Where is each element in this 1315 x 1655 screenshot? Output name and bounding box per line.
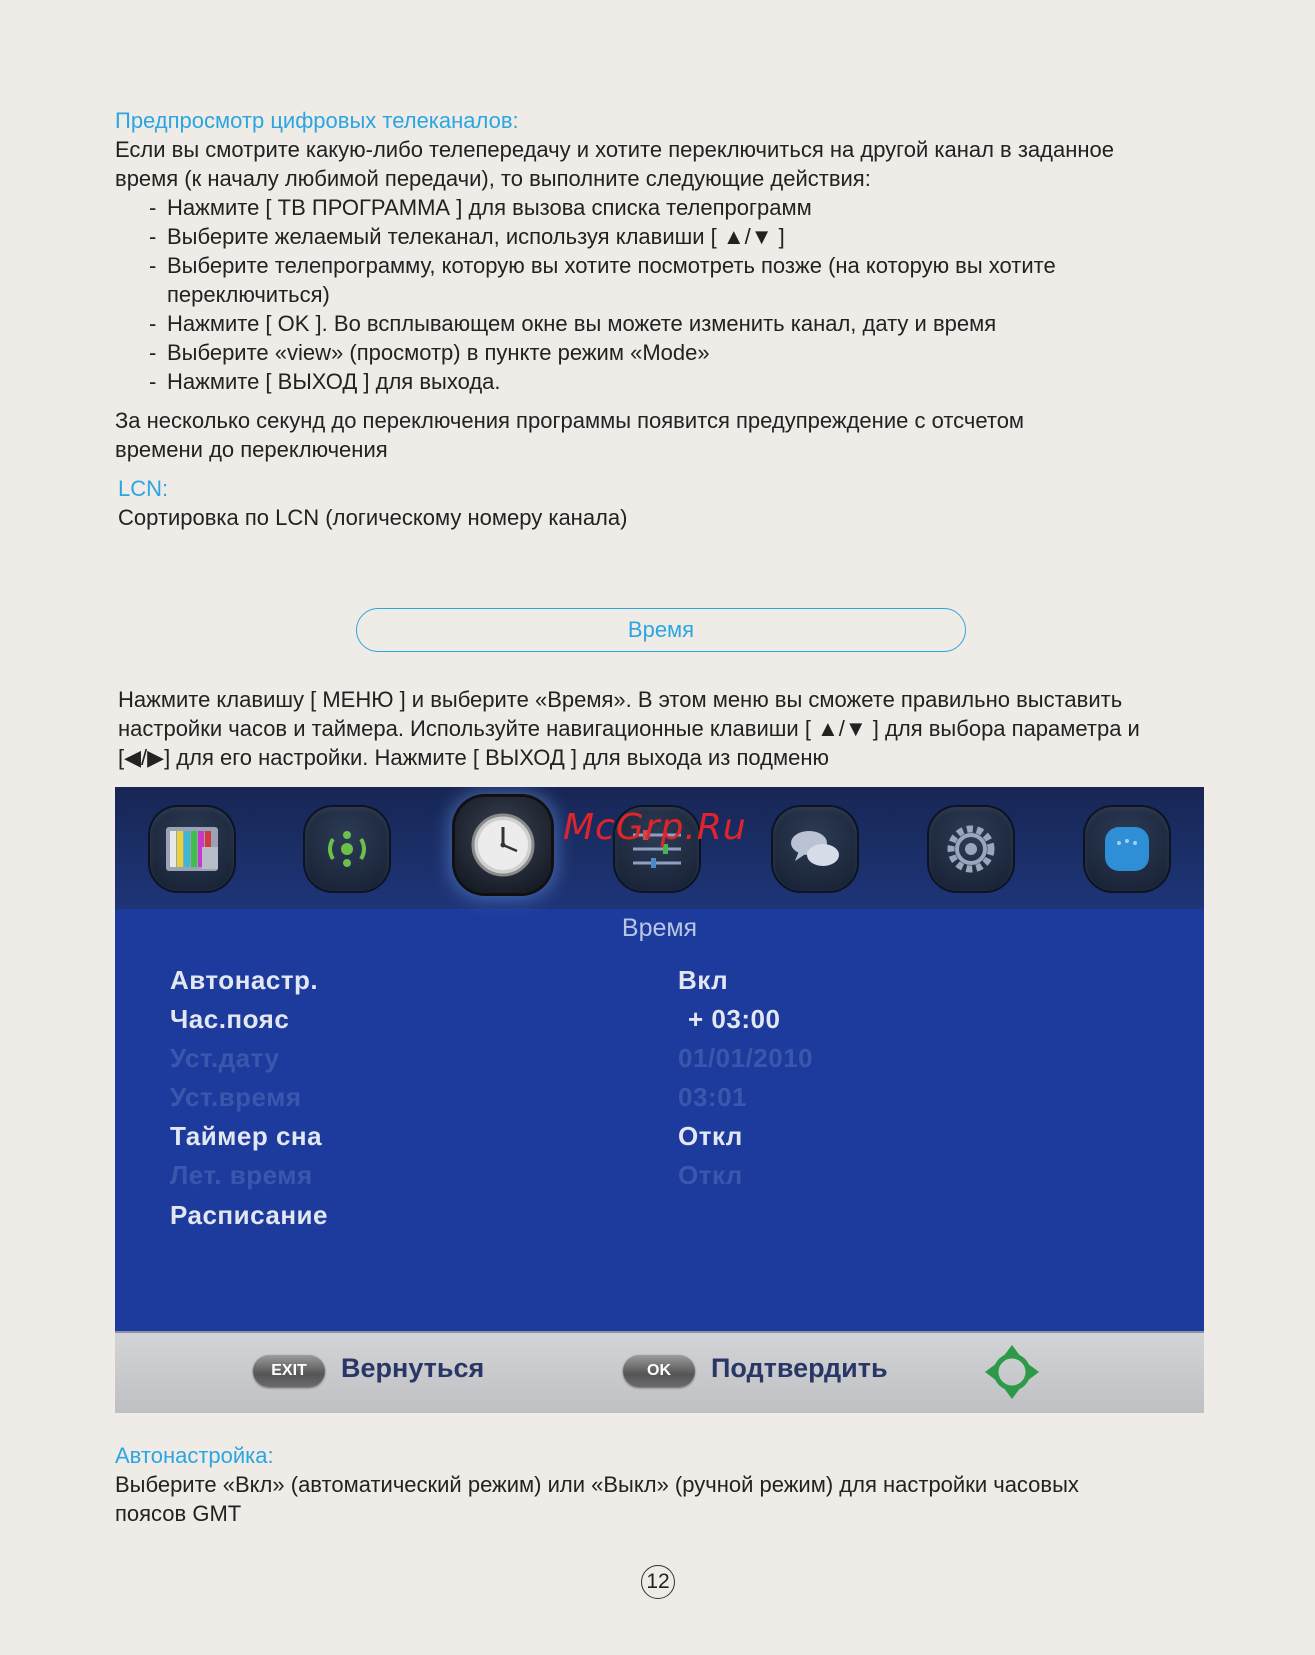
menu-row-value-auto[interactable]: Вкл: [678, 965, 729, 995]
menu-row-value-sleep-timer[interactable]: Откл: [678, 1121, 743, 1151]
menu-row-label-date: Уст.дату: [170, 1043, 280, 1073]
time-desc-line-3: [◀/▶] для его настройки. Нажмите [ ВЫХОД ] для выхода из подменю: [118, 745, 829, 770]
list-item-continuation: переключиться): [167, 282, 330, 307]
list-item: - Выберите желаемый телеканал, используя клавиши [ ▲/▼ ]: [149, 224, 785, 249]
menu-row-value-dst: Откл: [678, 1160, 743, 1190]
time-desc-line-2: настройки часов и таймера. Используйте навигационные клавиши [ ▲/▼ ] для выбора параметра и: [118, 716, 1140, 741]
list-item: - Выберите телепрограмму, которую вы хотите посмотреть позже (на которую вы хотите: [149, 253, 1056, 278]
preview-intro-line-1: Если вы смотрите какую-либо телепередачу и хотите переключиться на другой канал в заданное: [115, 137, 1115, 162]
menu-row-label-timezone[interactable]: Час.пояс: [170, 1004, 290, 1034]
navigation-arrows-icon: [981, 1341, 1043, 1403]
section-heading-lcn: LCN:: [118, 476, 169, 501]
tv-menu-screenshot: [115, 787, 1204, 1413]
section-heading-preview: Предпросмотр цифровых телеканалов:: [115, 108, 519, 133]
lcn-text: Сортировка по LCN (логическому номеру канала): [118, 505, 628, 530]
exit-key-label: Вернуться: [341, 1353, 485, 1383]
warning-line-1: За несколько секунд до переключения программы появится предупреждение с отсчетом: [115, 408, 1025, 433]
chat-bubbles-icon: [773, 807, 857, 891]
menu-row-value-date: 01/01/2010: [678, 1043, 814, 1073]
page-number: 12: [641, 1565, 675, 1599]
preview-steps-list: [115, 193, 1215, 396]
list-item: - Нажмите [ OK ]. Во всплывающем окне вы можете изменить канал, дату и время: [149, 311, 997, 336]
menu-row-value-time: 03:01: [678, 1082, 747, 1112]
menu-icon-bar: [115, 787, 1204, 909]
ok-key[interactable]: OK: [623, 1355, 695, 1387]
menu-row-label-dst: Лет. время: [170, 1160, 313, 1190]
time-desc-line-1: Нажмите клавишу [ МЕНЮ ] и выберите «Время». В этом меню вы сможете правильно выставить: [118, 687, 1123, 712]
section-title-time: Время: [356, 608, 966, 652]
menu-title: Время: [621, 914, 698, 942]
lock-icon: [1085, 807, 1169, 891]
ok-key-label: Подтвердить: [711, 1353, 888, 1383]
clock-icon: [455, 797, 551, 893]
menu-row-label-sleep-timer[interactable]: Таймер сна: [170, 1121, 323, 1151]
menu-row-value-timezone[interactable]: + 03:00: [688, 1004, 781, 1034]
exit-key[interactable]: EXIT: [253, 1355, 325, 1387]
menu-help-bar: [115, 1331, 1204, 1413]
preview-intro-line-2: время (к началу любимой передачи), то выполните следующие действия:: [115, 166, 871, 191]
gear-icon: [929, 807, 1013, 891]
watermark: McGrp.Ru: [563, 807, 747, 848]
picture-icon: [150, 807, 234, 891]
autoset-line-2: поясов GMT: [115, 1501, 242, 1526]
section-heading-autoset: Автонастройка:: [115, 1443, 274, 1468]
list-item: - Выберите «view» (просмотр) в пункте режим «Mode»: [149, 340, 710, 365]
autoset-line-1: Выберите «Вкл» (автоматический режим) или «Выкл» (ручной режим) для настройки часовых: [115, 1472, 1079, 1497]
sound-icon: [305, 807, 389, 891]
warning-line-2: времени до переключения: [115, 437, 388, 462]
menu-row-label-time: Уст.время: [170, 1082, 302, 1112]
list-item: - Нажмите [ ВЫХОД ] для выхода.: [149, 369, 501, 394]
list-item: - Нажмите [ ТВ ПРОГРАММА ] для вызова списка телепрограмм: [149, 195, 812, 220]
menu-row-label-schedule[interactable]: Расписание: [170, 1200, 328, 1230]
menu-row-label-auto[interactable]: Автонастр.: [170, 965, 319, 995]
